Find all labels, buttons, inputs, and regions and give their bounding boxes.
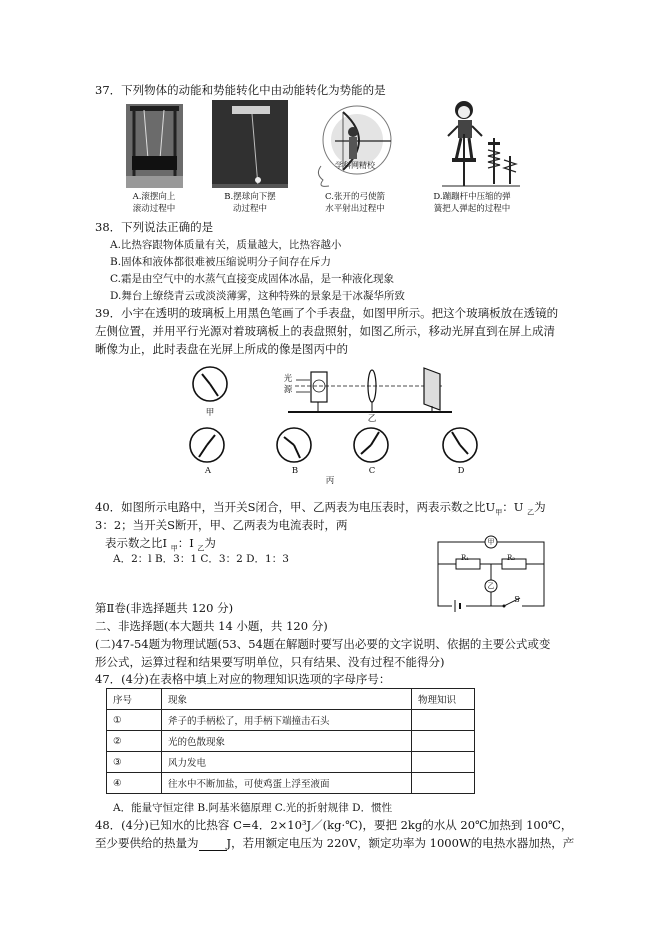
q37-photo-b bbox=[212, 100, 288, 188]
fig-label-jia: 甲 bbox=[205, 408, 215, 418]
row-phenomenon: 风力发电 bbox=[162, 752, 412, 773]
q40-line3-a: 表示数之比I bbox=[105, 536, 171, 550]
q40-line3-sub-jia: 甲 bbox=[170, 544, 178, 553]
q40-line1-text: 40．如图所示电路中，当开关S闭合，甲、乙两表为电压表时，两表示数之比U bbox=[95, 500, 496, 514]
pogo-stick-image bbox=[436, 98, 522, 190]
q40-line2: 3：2；当开关S断开，甲、乙两表为电流表时，两 bbox=[95, 518, 348, 532]
clock-c-icon bbox=[354, 428, 388, 462]
q37-photo-a bbox=[126, 104, 183, 188]
row-phenomenon: 往水中不断加盐，可使鸡蛋上浮至液面 bbox=[162, 773, 412, 794]
switch-s-label: S bbox=[514, 595, 520, 604]
q39-line3: 晰像为止，此时表盘在光屏上所成的像是图丙中的 bbox=[95, 342, 348, 356]
q40-sub-yi: 乙 bbox=[527, 508, 535, 517]
clock-choice-a: A bbox=[204, 466, 212, 476]
header-phenomenon: 现象 bbox=[162, 689, 412, 710]
q39-figure bbox=[180, 360, 500, 490]
row-number: ① bbox=[107, 710, 162, 731]
row-answer-cell[interactable] bbox=[412, 731, 475, 752]
q38-option-d: D.舞台上缭绕青云或淡淡薄雾，这种特殊的景象是干冰凝华所致 bbox=[110, 290, 405, 302]
q40-line3-sub-yi: 乙 bbox=[197, 544, 205, 553]
part2-title: 第Ⅱ卷(非选择题共 120 分) bbox=[95, 601, 234, 615]
q48-line1: 48．(4分)已知水的比热容 C=4．2×10³J／(kg·℃)，要把 2kg的水从 20℃加热到 100℃， bbox=[95, 818, 573, 832]
clock-choice-b: B bbox=[291, 466, 299, 476]
row-answer-cell[interactable] bbox=[412, 710, 475, 731]
q38-option-a: A.比热容跟物体质量有关，质量越大，比热容越小 bbox=[110, 239, 342, 251]
row-number: ④ bbox=[107, 773, 162, 794]
q37-photo-d bbox=[436, 98, 522, 190]
fig-label-bing: 丙 bbox=[325, 476, 335, 486]
r2-label: R₂ bbox=[506, 554, 516, 562]
section-note-2: 形公式，运算过程和结果要写明单位，只有结果、没有过程不能得分) bbox=[95, 655, 445, 669]
q48-line2-b: J，若用额定电压为 220V，额定功率为 1000W的电热水器加热，产 bbox=[226, 836, 575, 850]
row-number: ③ bbox=[107, 752, 162, 773]
fig-label-yi: 乙 bbox=[367, 414, 377, 424]
header-number: 序号 bbox=[107, 689, 162, 710]
q40-colon: ：U bbox=[502, 500, 528, 514]
row-phenomenon: 斧子的手柄松了，用手柄下端撞击石头 bbox=[162, 710, 412, 731]
header-knowledge: 物理知识 bbox=[412, 689, 475, 710]
clock-d-icon bbox=[443, 428, 477, 462]
q47-table bbox=[106, 688, 475, 794]
table-row bbox=[107, 731, 475, 752]
row-phenomenon: 光的色散现象 bbox=[162, 731, 412, 752]
r1-label: R₁ bbox=[460, 554, 470, 562]
clock-choice-d: D bbox=[457, 466, 465, 476]
archer-image bbox=[313, 104, 393, 190]
q47-options: A．能量守恒定律 B.阿基米德原理 C.光的折射规律 D．惯性 bbox=[113, 802, 393, 814]
q40-sub-jia: 甲 bbox=[495, 508, 503, 517]
pendulum-frame-image bbox=[126, 104, 183, 188]
q37-option-a-line2: 滚动过程中 bbox=[132, 204, 176, 214]
clock-jia-icon bbox=[193, 367, 227, 401]
table-header-row bbox=[107, 689, 475, 710]
table-row bbox=[107, 710, 475, 731]
q38-stem: 38．下列说法正确的是 bbox=[95, 220, 214, 234]
table-row bbox=[107, 773, 475, 794]
q37-option-c-line2: 水平射出过程中 bbox=[325, 204, 385, 214]
q47-stem: 47．(4分)在表格中填上对应的物理知识选项的字母序号： bbox=[95, 672, 391, 686]
q40-line3-c: 为 bbox=[204, 536, 216, 550]
row-number: ② bbox=[107, 731, 162, 752]
row-answer-cell[interactable] bbox=[412, 752, 475, 773]
clock-b-icon bbox=[277, 428, 311, 462]
q39-line2: 左侧位置，并用平行光源对着玻璃板上的表盘照射，如图乙所示，移动光屏直到在屏上成清 bbox=[95, 324, 555, 338]
row-answer-cell[interactable] bbox=[412, 773, 475, 794]
q37-option-c-line1: C.张开的弓使箭 bbox=[325, 192, 385, 202]
pendulum-ball-image bbox=[212, 100, 288, 188]
meter-jia-label: 甲 bbox=[487, 538, 495, 546]
meter-yi-label: 乙 bbox=[487, 582, 495, 590]
light-source-label-2: 源 bbox=[283, 385, 293, 395]
q38-option-b: B.固体和液体都很难被压缩说明分子间存在斥力 bbox=[110, 256, 332, 268]
table-row bbox=[107, 752, 475, 773]
q37-watermark-label: 学科网精校 bbox=[335, 161, 375, 170]
clock-a-icon bbox=[190, 428, 224, 462]
q39-line1: 39．小宇在透明的玻璃板上用黑色笔画了个手表盘，如图甲所示。把这个玻璃板放在透镜的 bbox=[95, 306, 559, 320]
q37-photo-c bbox=[313, 104, 393, 190]
q40-line3-b: ：I bbox=[177, 536, 198, 550]
q37-option-d-line2: 簧把人弹起的过程中 bbox=[433, 204, 511, 214]
q37-stem: 37．下列物体的动能和势能转化中由动能转化为势能的是 bbox=[95, 83, 386, 97]
q37-option-b-line2: 动过程中 bbox=[232, 204, 267, 214]
q37-option-a-line1: A.滚摆向上 bbox=[132, 192, 176, 202]
section-note-1: (二)47-54题为物理试题(53、54题在解题时要写出必要的文字说明、依据的主要公式或变 bbox=[95, 637, 551, 651]
q37-option-b-line1: B.摆球向下摆 bbox=[224, 192, 276, 202]
q38-option-c: C.霜是由空气中的水蒸气直接变成固体冰晶，是一种液化现象 bbox=[110, 273, 394, 285]
optical-bench-diagram bbox=[288, 368, 452, 412]
q40-options: A．2：l B．3：1 C．3：2 D．1：3 bbox=[113, 553, 289, 565]
q48-answer-blank[interactable] bbox=[199, 839, 227, 851]
light-source-label-1: 光 bbox=[283, 374, 293, 384]
clock-choice-c: C bbox=[368, 466, 376, 476]
q37-option-d-line1: D.蹦蹦杆中压缩的弹 bbox=[433, 192, 511, 202]
q40-line1-end: 为 bbox=[534, 500, 546, 514]
section-heading: 二、非选择题(本大题共 14 小题，共 120 分) bbox=[95, 619, 328, 633]
q48-line2 bbox=[95, 836, 574, 851]
q48-line2-a: 至少要供给的热量为 bbox=[95, 836, 199, 850]
